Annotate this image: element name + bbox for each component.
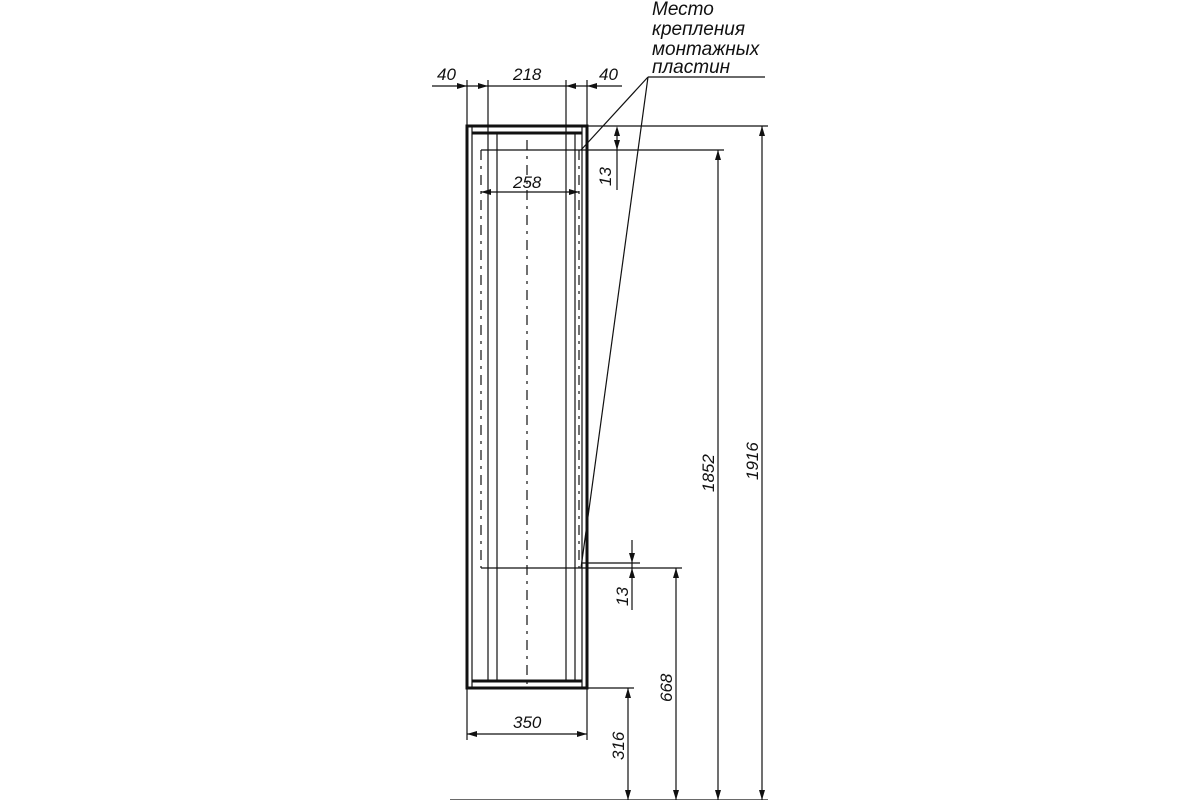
dim-overall-width: 350 <box>513 713 542 732</box>
arrow <box>467 731 477 737</box>
lower-mount-height-dimension <box>657 568 679 800</box>
top-gap-dimension <box>596 126 620 190</box>
floor-clearance-dimension <box>609 688 631 800</box>
callout-line-3: монтажных <box>652 39 760 60</box>
arrow <box>759 126 765 136</box>
cabinet-body <box>467 126 587 690</box>
callout-leader-lower <box>581 77 648 568</box>
arrow <box>566 83 576 89</box>
upper-mount-height-dimension <box>699 150 721 800</box>
arrow <box>629 568 635 578</box>
arrow <box>625 790 631 800</box>
dim-lower-mount-height: 668 <box>657 673 676 702</box>
mounting-callout <box>581 0 765 568</box>
arrow <box>629 553 635 563</box>
dim-top-inner-width: 218 <box>513 65 542 84</box>
arrow <box>614 140 620 150</box>
top-dimension-group <box>432 65 622 133</box>
arrow <box>625 688 631 698</box>
arrow <box>457 83 467 89</box>
bottom-gap-dimension <box>613 540 635 610</box>
overall-width-dimension <box>467 688 587 740</box>
dim-inner-plate-width: 258 <box>513 173 542 192</box>
arrow <box>673 568 679 578</box>
plate-width-dimension <box>481 173 579 195</box>
dim-overall-height: 1916 <box>743 442 762 480</box>
dim-top-left-offset: 40 <box>437 65 456 84</box>
callout-line-2: крепления <box>652 19 746 40</box>
callout-line-1: Место <box>652 0 714 20</box>
arrow <box>577 731 587 737</box>
arrow <box>478 83 488 89</box>
arrow <box>715 150 721 160</box>
overall-height-dimension <box>743 126 765 800</box>
callout-leader-upper <box>581 77 648 150</box>
arrow <box>673 790 679 800</box>
dim-upper-mount-height: 1852 <box>699 454 718 492</box>
arrow <box>587 83 597 89</box>
dim-top-right-offset: 40 <box>599 65 618 84</box>
dim-floor-clearance: 316 <box>609 731 628 760</box>
arrow <box>759 790 765 800</box>
arrow <box>481 189 491 195</box>
right-extension-lines <box>450 126 768 800</box>
dim-bottom-plate-gap: 13 <box>613 587 632 606</box>
callout-line-4: пластин <box>652 57 731 78</box>
dim-top-plate-gap: 13 <box>596 167 615 186</box>
arrow <box>614 126 620 136</box>
arrow <box>569 189 579 195</box>
arrow <box>715 790 721 800</box>
